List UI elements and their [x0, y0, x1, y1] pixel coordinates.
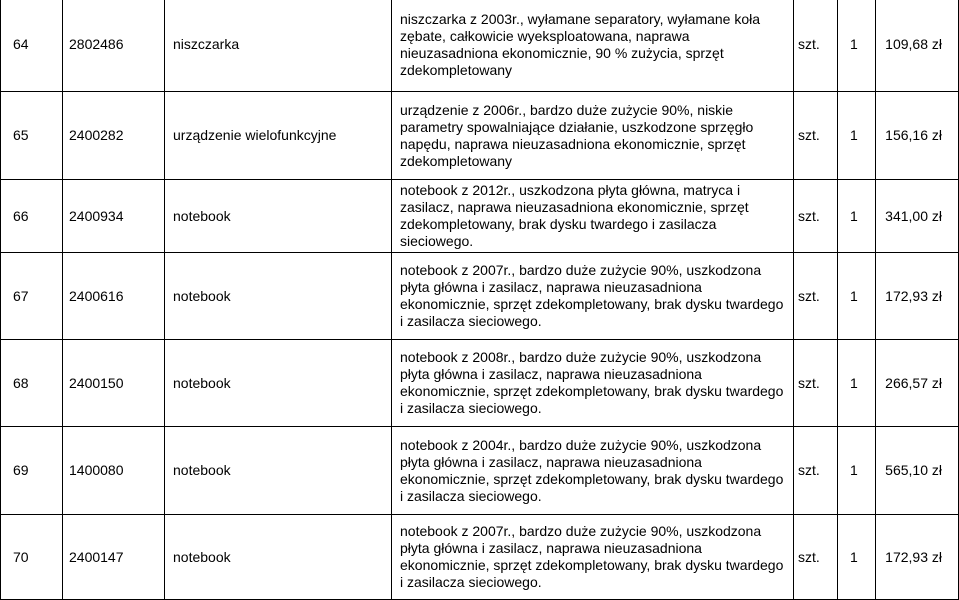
unit: szt.	[794, 515, 838, 600]
inventory-code: 2400282	[63, 92, 165, 180]
item-name: urządzenie wielofunkcyjne	[165, 92, 392, 180]
inventory-code: 2400150	[63, 340, 165, 427]
item-description: notebook z 2007r., bardzo duże zużycie 90%, uszkodzona płyta główna i zasilacz, naprawa nieuzasadniona ekonomicznie, sprzęt zdekompletowany, brak dysku twardego i zasilacza sieciowego.	[400, 523, 784, 590]
item-name: notebook	[165, 180, 392, 253]
quantity: 1	[838, 253, 876, 340]
item-description: notebook z 2007r., bardzo duże zużycie 90%, uszkodzona płyta główna i zasilacz, naprawa nieuzasadniona ekonomicznie, sprzęt zdekompletowany, brak dysku twardego i zasilacza sieciowego.	[400, 262, 784, 329]
unit: szt.	[794, 92, 838, 180]
value: 266,57 zł	[876, 340, 959, 427]
table-row	[1, 0, 959, 92]
value: 172,93 zł	[876, 515, 959, 600]
table-row	[1, 92, 959, 180]
unit: szt.	[794, 340, 838, 427]
unit: szt.	[794, 0, 838, 92]
unit: szt.	[794, 180, 838, 253]
value: 341,00 zł	[876, 180, 959, 253]
table-row	[1, 253, 959, 340]
item-name: notebook	[165, 253, 392, 340]
unit: szt.	[794, 427, 838, 515]
quantity: 1	[838, 180, 876, 253]
item-name: notebook	[165, 427, 392, 515]
item-name: notebook	[165, 340, 392, 427]
value: 156,16 zł	[876, 92, 959, 180]
item-description-cell	[392, 180, 794, 253]
table-row	[1, 515, 959, 600]
item-description: notebook z 2012r., uszkodzona płyta główna, matryca i zasilacz, naprawa nieuzasadniona ekonomicznie, sprzęt zdekompletowany, brak dysku twardego i zasilacza sieciowego.	[400, 182, 749, 249]
item-number: 64	[1, 0, 63, 92]
item-number: 67	[1, 253, 63, 340]
item-description: notebook z 2008r., bardzo duże zużycie 90%, uszkodzona płyta główna i zasilacz, naprawa nieuzasadniona ekonomicznie, sprzęt zdekompletowany, brak dysku twardego i zasilacza sieciowego.	[400, 349, 784, 416]
value: 172,93 zł	[876, 253, 959, 340]
quantity: 1	[838, 427, 876, 515]
table-row	[1, 340, 959, 427]
item-number: 65	[1, 92, 63, 180]
quantity: 1	[838, 0, 876, 92]
item-description: notebook z 2004r., bardzo duże zużycie 90%, uszkodzona płyta główna i zasilacz, naprawa nieuzasadniona ekonomicznie, sprzęt zdekompletowany, brak dysku twardego i zasilacza sieciowego.	[400, 436, 784, 504]
unit: szt.	[794, 253, 838, 340]
inventory-code: 1400080	[63, 427, 165, 515]
item-name: notebook	[165, 515, 392, 600]
item-number: 69	[1, 427, 63, 515]
item-number: 68	[1, 340, 63, 427]
item-description-cell	[392, 427, 794, 515]
table-row	[1, 180, 959, 253]
item-number: 70	[1, 515, 63, 600]
inventory-code: 2802486	[63, 0, 165, 92]
item-description: urządzenie z 2006r., bardzo duże zużycie 90%, niskie parametry spowalniające działanie, uszkodzone sprzęgło napędu, naprawa nieuzasadniona ekonomicznie, sprzęt zdekompletowany	[400, 101, 754, 169]
item-description: niszczarka z 2003r., wyłamane separatory, wyłamane koła zębate, całkowicie wyeksploatowana, naprawa nieuzasadniona ekonomicznie, 90 % zużycia, sprzęt zdekompletowany	[400, 10, 761, 78]
item-name: niszczarka	[165, 0, 392, 92]
item-description-cell	[392, 253, 794, 340]
item-description-cell	[392, 0, 794, 92]
quantity: 1	[838, 92, 876, 180]
item-description-cell	[392, 92, 794, 180]
item-description-cell	[392, 515, 794, 600]
value: 565,10 zł	[876, 427, 959, 515]
item-description-cell	[392, 340, 794, 427]
item-number: 66	[1, 180, 63, 253]
inventory-code: 2400616	[63, 253, 165, 340]
value: 109,68 zł	[876, 0, 959, 92]
inventory-code: 2400934	[63, 180, 165, 253]
quantity: 1	[838, 340, 876, 427]
quantity: 1	[838, 515, 876, 600]
inventory-code: 2400147	[63, 515, 165, 600]
table-row	[1, 427, 959, 515]
